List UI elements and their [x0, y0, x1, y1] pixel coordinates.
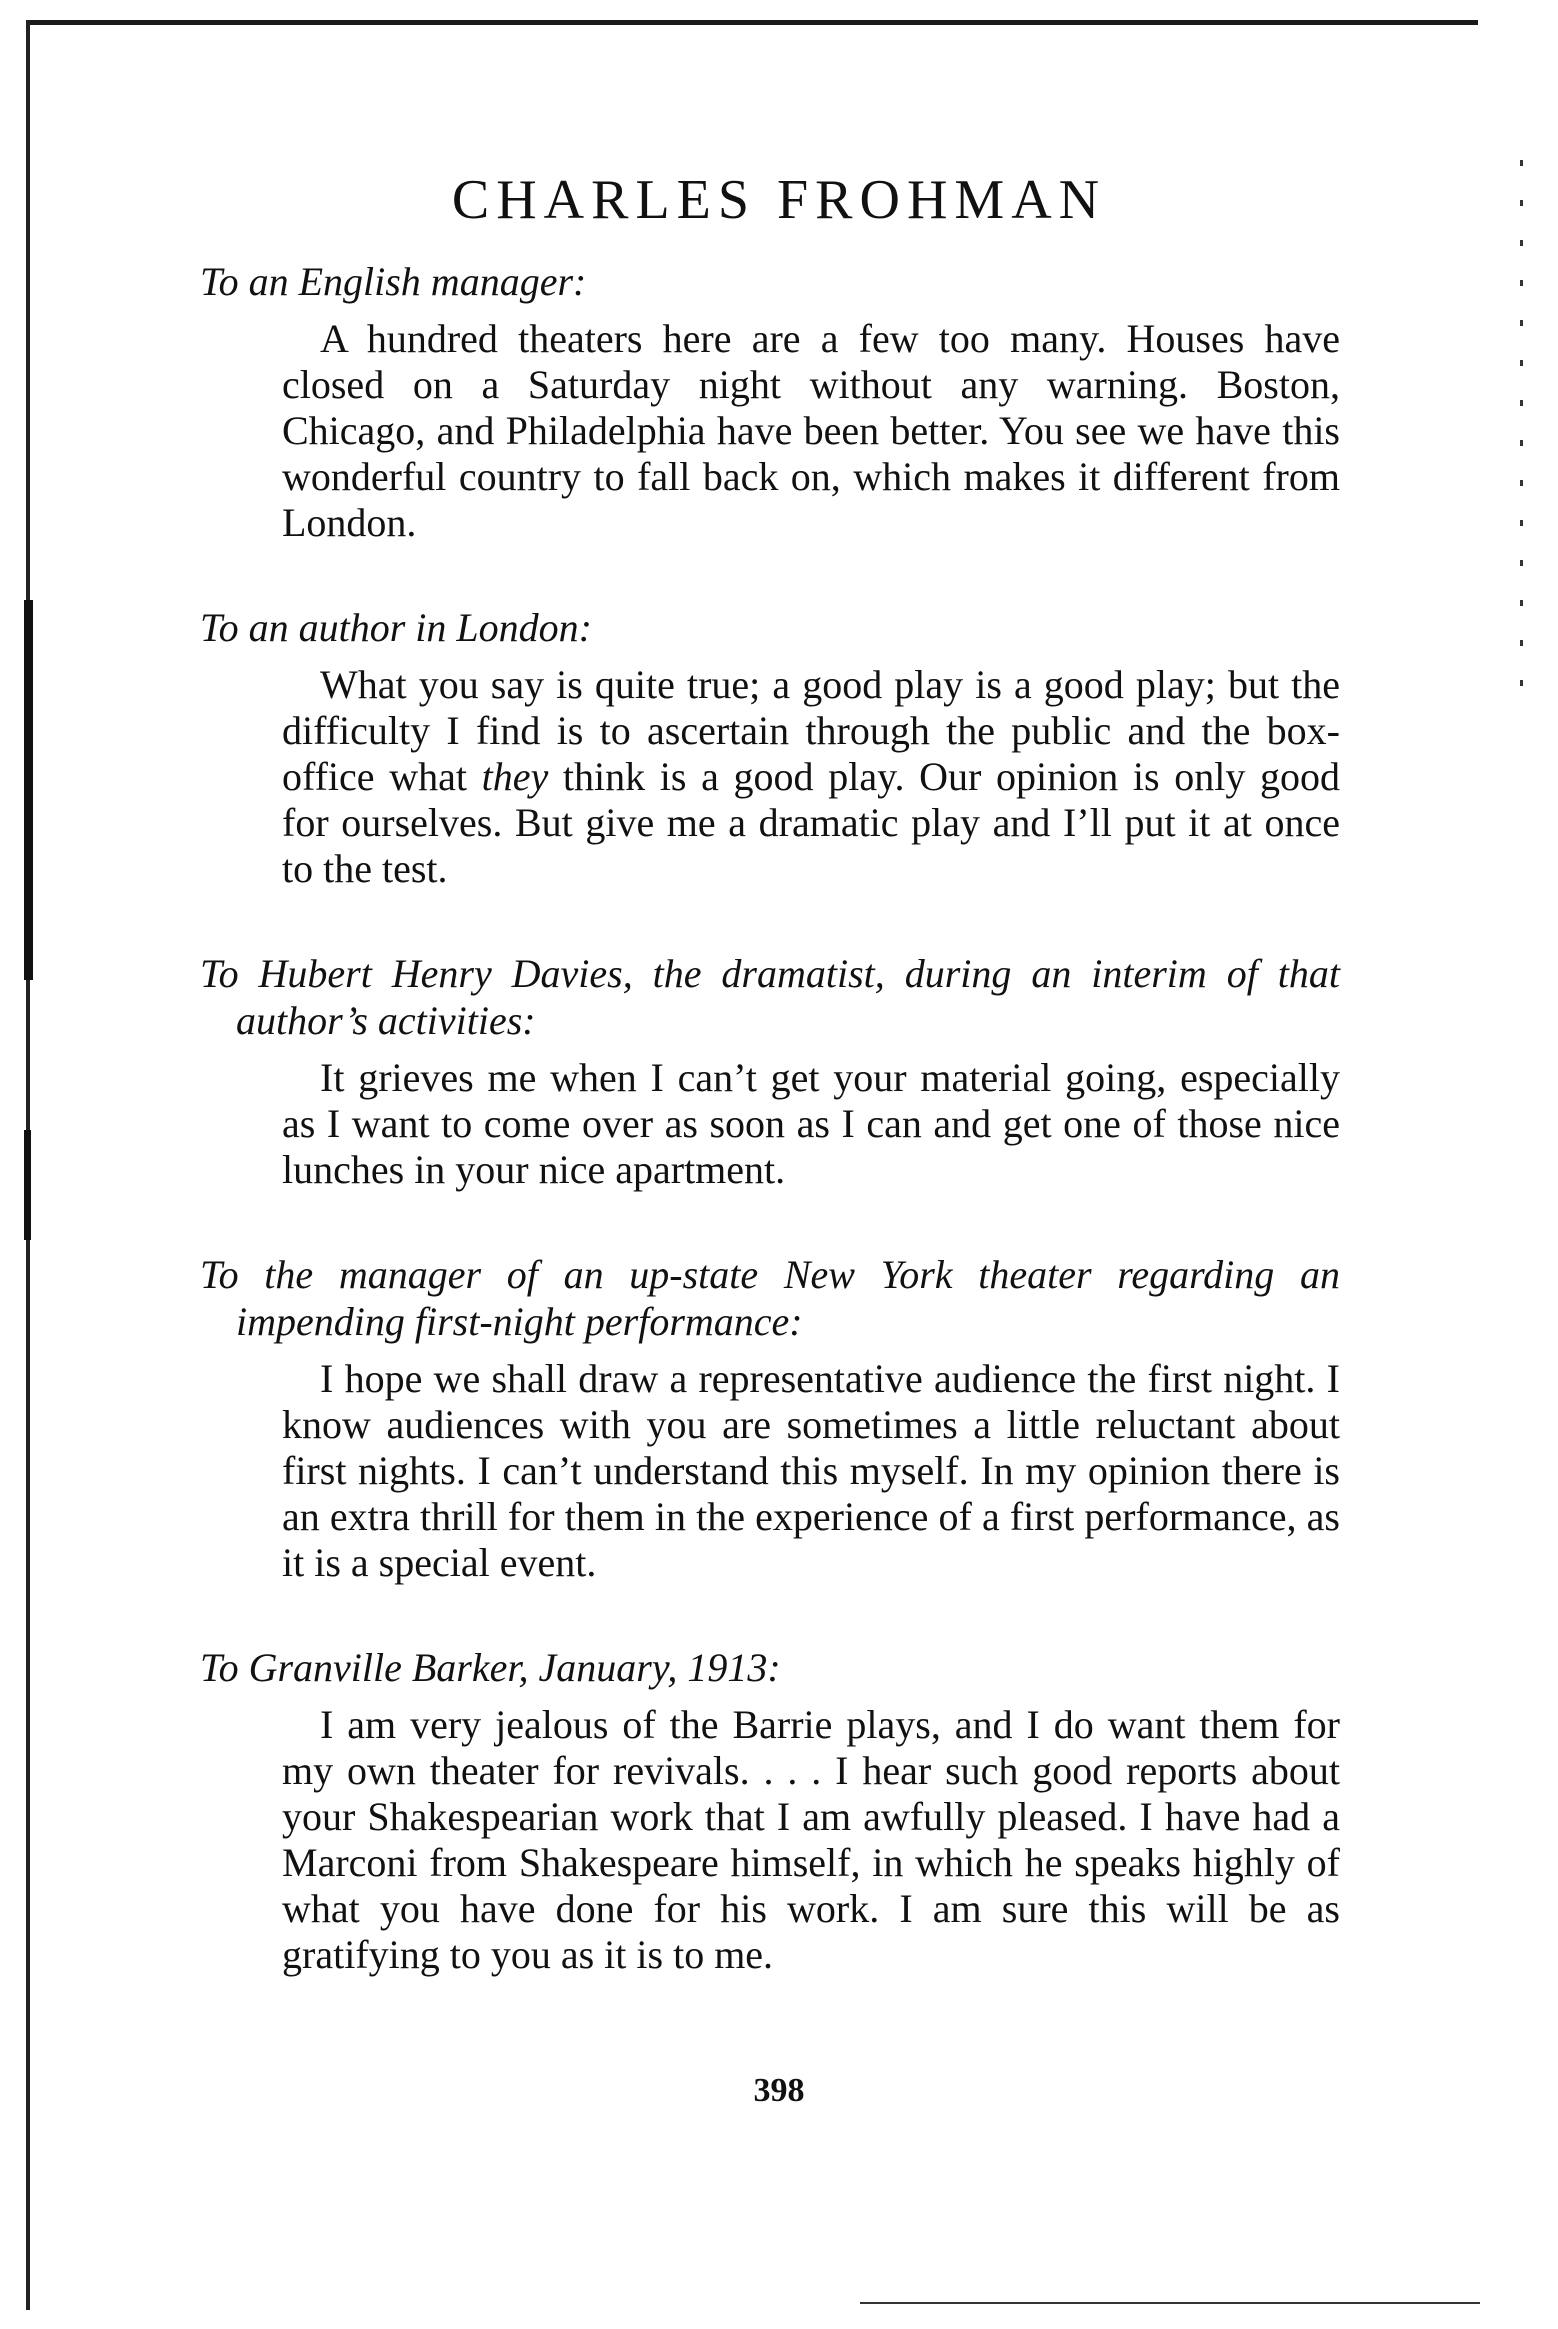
letters-body [200, 258, 1340, 2036]
letter-text-part: think is a good play. Our opinion is only good for ourselves. But give me a dramatic play and I’ll put it at once to the test. [282, 754, 1341, 891]
letter-text: I am very jealous of the Barrie plays, and I do want them for my own theater for revivals. . . . I hear such good reports about your Shakespearian work that I am awfully pleased. I have had a Marconi from Shakespeare himself, in which he speaks highly of what you have done for his work. I am sure this will be as gratifying to you as it is to me. [282, 1702, 1340, 1977]
letter-text-part: What you say is quite true; a good play is a good play; but the difficulty I find is to ascertain through the public and the box-office what [282, 662, 1340, 799]
letter-text: I hope we shall draw a representative audience the first night. I know audiences with you are sometimes a little reluctant about first nights. I can’t understand this myself. In my opinion there is an extra thrill for them in the experience of a first performance, as it is a special event. [282, 1356, 1340, 1585]
running-header: CHARLES FROHMAN [451, 169, 1107, 231]
scan-edge-top [28, 20, 1478, 25]
salutation: To an author in London: [200, 605, 592, 650]
salutation: To the manager of an up-state New York theater regarding an impending first-night performance: [200, 1252, 1340, 1344]
letter-english-manager [200, 258, 1340, 546]
salutation: To Hubert Henry Davies, the dramatist, during an interim of that author’s activities: [200, 951, 1340, 1043]
scan-edge-left-shadow-lower [24, 1130, 31, 1240]
letter-author-london [200, 604, 1340, 892]
page-number: 398 [753, 2072, 805, 2109]
letter-text: It grieves me when I can’t get your material going, especially as I want to come over as soon as I can and get one of those nice lunches in your nice apartment. [282, 1055, 1340, 1192]
scan-edge-right [1520, 160, 1523, 720]
salutation: To an English manager: [200, 259, 587, 304]
letter-upstate-manager [200, 1251, 1340, 1586]
salutation: To Granville Barker, January, 1913: [200, 1645, 781, 1690]
letter-text: A hundred theaters here are a few too many. Houses have closed on a Saturday night without any warning. Boston, Chicago, and Philadelphia have been better. You see we have this wonderful country to fall back on, which makes it different from London. [282, 316, 1340, 545]
letter-granville-barker [200, 1644, 1340, 1978]
scan-edge-left-shadow [24, 600, 33, 980]
letter-hubert-henry-davies [200, 950, 1340, 1193]
letter-text [282, 662, 1340, 892]
letter-text-emphasis: they [481, 754, 549, 799]
scan-edge-bottom [860, 2302, 1480, 2304]
